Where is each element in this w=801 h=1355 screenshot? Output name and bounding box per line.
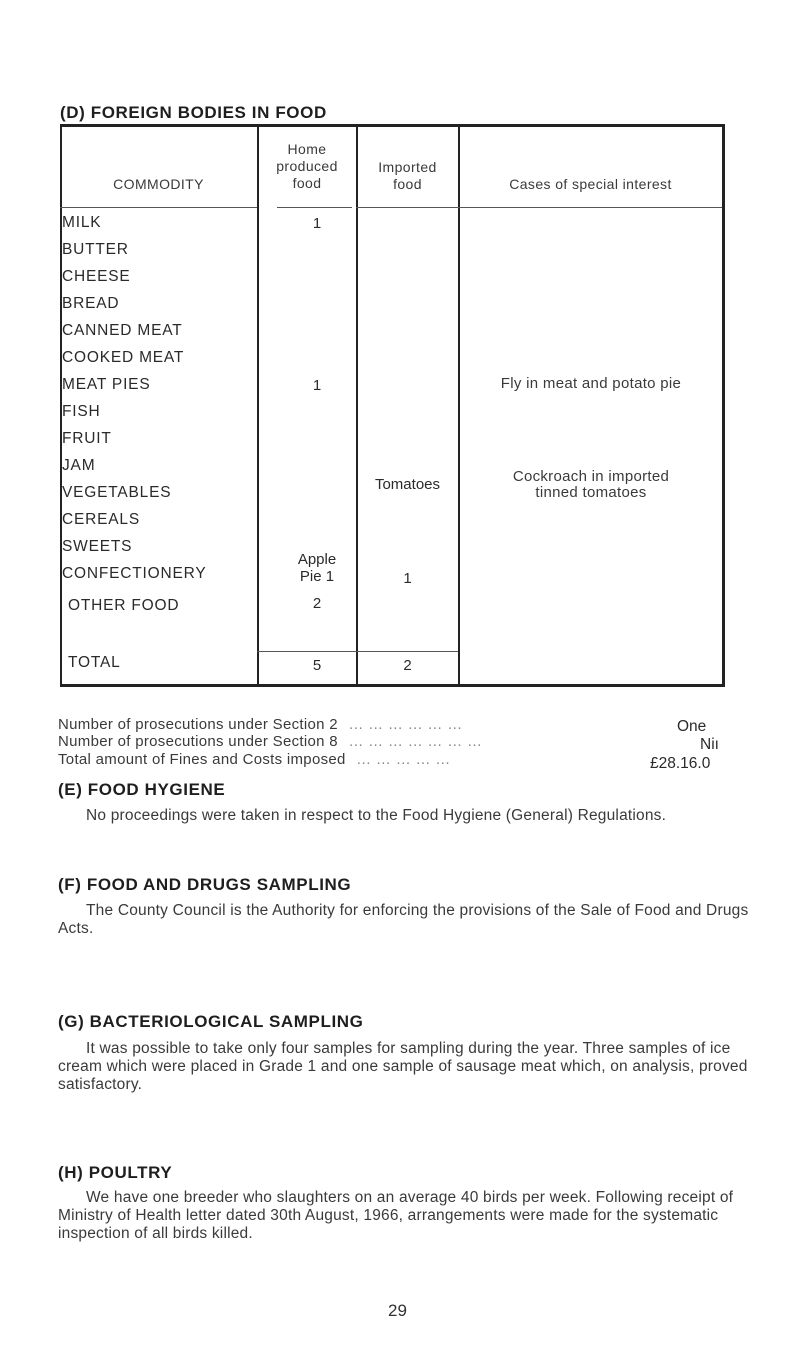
prosecution-value: £28.16.0 [650,755,711,772]
commodity-label: MILK [62,214,102,231]
section-e-text: No proceedings were taken in respect to the Food Hygiene (General) Regulations. [86,807,667,824]
commodity-label: CANNED MEAT [62,322,183,339]
prosecution-line [58,751,451,768]
section-g-heading: (G) BACTERIOLOGICAL SAMPLING [58,1012,364,1031]
prosecution-value: One [677,718,707,735]
column-divider [458,124,460,687]
leader-dots: … … … … … [356,751,451,768]
commodity-label: BUTTER [62,241,129,258]
commodity-label: CEREALS [62,511,140,528]
commodity-label: COOKED MEAT [62,349,185,366]
section-h-text: We have one breeder who slaughters on an average 40 birds per week. Following receipt of Ministry of Health letter dated 30th August, 1966, arrangements were made for the systematic inspection of all birds killed. [58,1189,734,1242]
header-rule [356,207,458,208]
total-rule [257,651,458,652]
prosecution-line [58,716,463,733]
commodity-label: SWEETS [62,538,133,555]
section-g-text: It was possible to take only four samples for sampling during the year. Three samples of ice cream which were placed in Grade 1 and one sample of sausage meat which, on analysis, proved satisfactory. [58,1040,748,1093]
section-h-heading: (H) POULTRY [58,1163,173,1182]
imported-value: Tomatoes [374,476,441,493]
prosecution-label: Number of prosecutions under Section 2 [58,716,338,733]
section-e-heading: (E) FOOD HYGIENE [58,780,226,799]
commodity-label: VEGETABLES [62,484,172,501]
table-top-border [60,124,725,127]
commodity-label: BREAD [62,295,120,312]
total-imported: 2 [403,657,412,674]
commodity-label: FRUIT [62,430,112,447]
commodity-label: JAM [62,457,96,474]
header-commodity: COMMODITY [113,176,204,192]
commodity-label: FISH [62,403,101,420]
header-cases: Cases of special interest [509,176,672,192]
table-right-border [722,124,725,687]
foreign-bodies-table [60,124,725,687]
home-value: 1 [312,377,322,394]
prosecution-label: Number of prosecutions under Section 8 [58,733,338,750]
commodity-label: MEAT PIES [62,376,151,393]
imported-value: 1 [403,570,412,587]
header-home-produced: Home produced food [276,141,338,191]
home-value: 2 [312,595,322,612]
commodity-label: CONFECTIONERY [62,565,207,582]
home-value: 1 [312,215,322,232]
header-imported: Imported food [378,159,437,192]
total-label: TOTAL [68,654,121,671]
commodity-label: CHEESE [62,268,131,285]
prosecution-value: Niı [700,736,719,753]
leader-dots: … … … … … … [348,716,463,733]
header-rule [277,207,352,208]
case-note: Fly in meat and potato pie [500,375,682,392]
total-home: 5 [312,657,322,674]
prosecution-label: Total amount of Fines and Costs imposed [58,751,346,768]
case-note: Cockroach in imported tinned tomatoes [512,468,670,501]
section-f-heading: (F) FOOD AND DRUGS SAMPLING [58,875,352,894]
section-d-heading: (D) FOREIGN BODIES IN FOOD [60,103,327,122]
page-number: 29 [388,1301,407,1320]
prosecution-line [58,733,482,750]
section-f-text: The County Council is the Authority for enforcing the provisions of the Sale of Food and Drugs Acts. [58,902,749,937]
home-value: Apple Pie 1 [297,551,337,585]
header-rule [60,207,257,208]
commodity-label: OTHER FOOD [68,597,180,614]
table-bottom-border [60,684,725,687]
header-rule [458,207,722,208]
leader-dots: … … … … … … … [348,733,483,750]
